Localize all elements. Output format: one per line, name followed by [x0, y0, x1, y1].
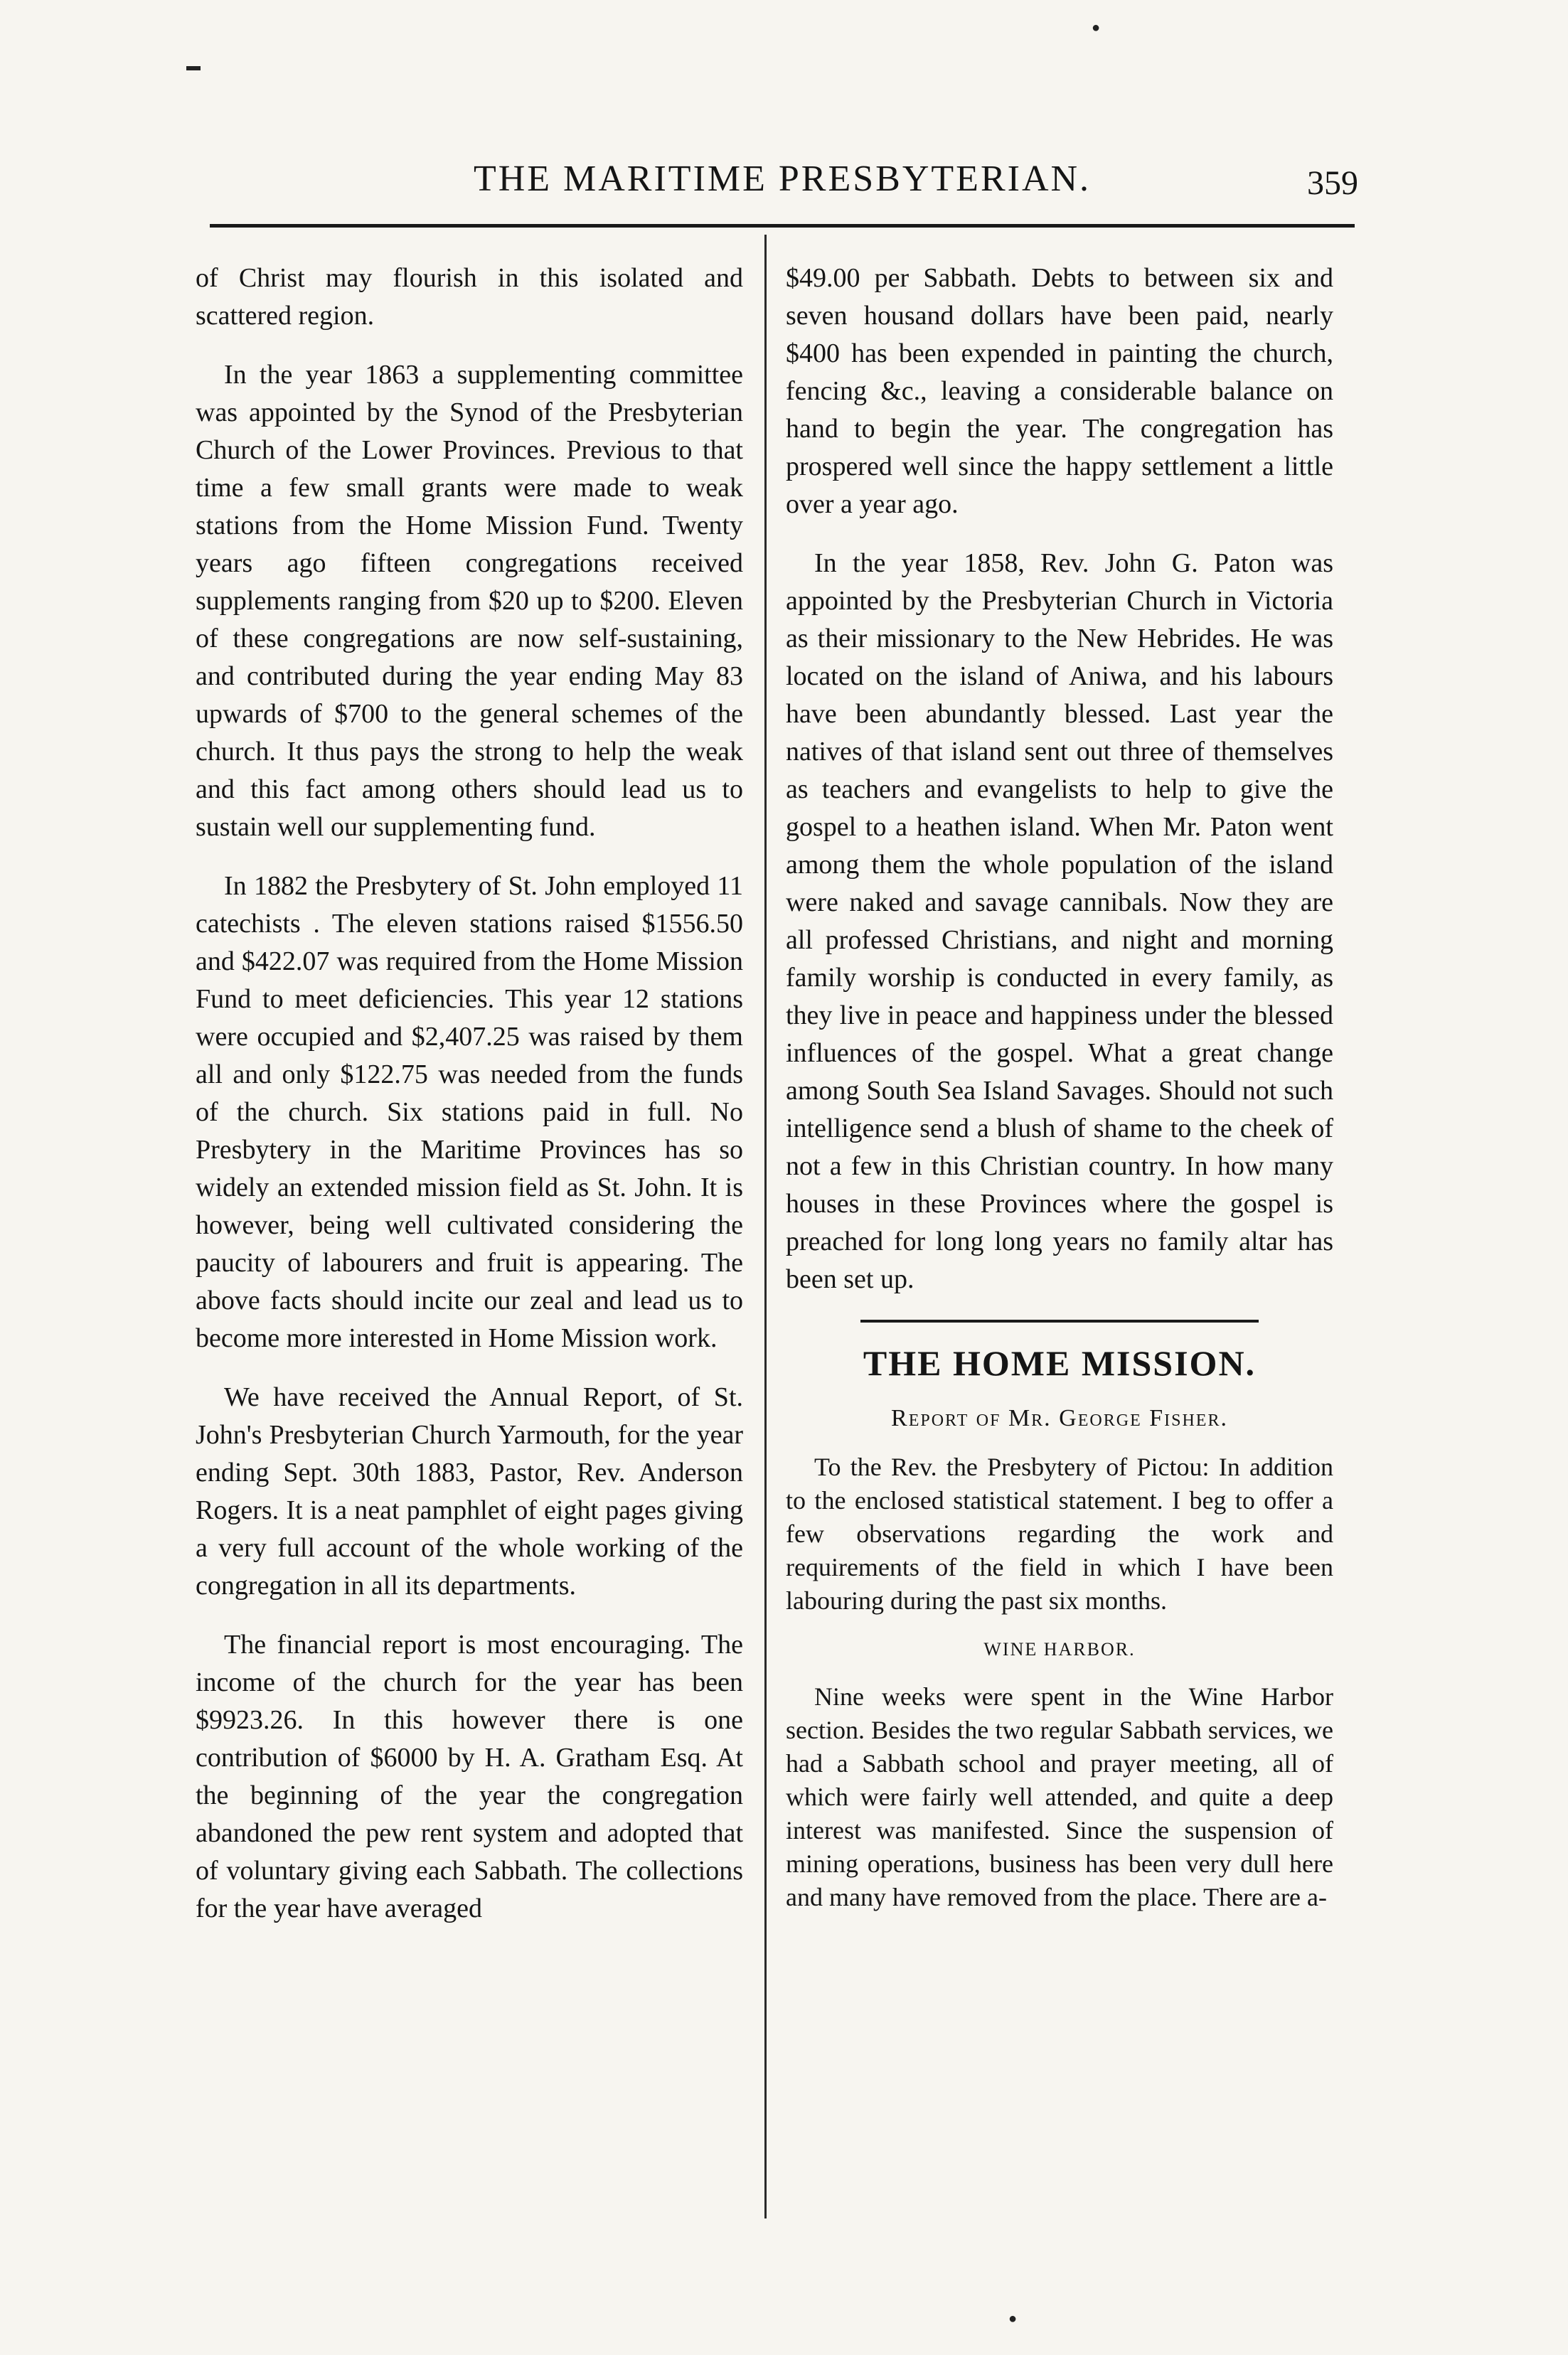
paragraph: In 1882 the Presbytery of St. John employed 11 catechists . The eleven stations raised $1556.50 and $422.07 was required from the Home Mission Fund to meet deficiencies. This year 12 stations were occupied and $2,407.25 was raised by them all and only $122.75 was needed from the funds of the church. Six stations paid in full. No Presbytery in the Maritime Provinces has so widely an extended mission field as St. John. It is however, being well cultivated considering the paucity of labourers and fruit is appearing. The above facts should incite our zeal and lead us to become more interested in Home Mission work.: [196, 871, 743, 1353]
sub-heading: WINE HARBOR.: [983, 1639, 1136, 1660]
left-column: [196, 260, 743, 1949]
section-title: THE HOME MISSION.: [863, 1343, 1257, 1383]
publication-title: THE MARITIME PRESBYTERIAN.: [473, 159, 1092, 199]
right-column: [786, 260, 1333, 1935]
column-divider: [764, 235, 767, 2218]
report-heading: Report of Mr. George Fisher.: [891, 1405, 1228, 1431]
paragraph: In the year 1863 a supplementing committee was appointed by the Synod of the Presbyterian Church of the Lower Provinces. Previous to that time a few small grants were made to weak stations from the Home Mission Fund. Twenty years ago fifteen congregations received supplements ranging from $20 up to $200. Eleven of these congregations are now self-sustaining, and contributed during the year ending May 83 upwards of $700 to the general schemes of the church. It thus pays the strong to help the weak and this fact among others should lead us to sustain well our supplementing fund.: [196, 360, 743, 842]
print-speck-bottom: ●: [1008, 2311, 1018, 2327]
report-intro: To the Rev. the Presbytery of Pictou: In addition to the enclosed statistical statement. I beg to offer a few observations regarding the work and requirements of the field in which I have been labouring during the past six months.: [786, 1453, 1333, 1615]
paragraph: of Christ may flourish in this isolated and scattered region.: [196, 263, 743, 331]
print-speck-top: ●: [1092, 20, 1101, 36]
section-rule: [860, 1320, 1259, 1323]
paragraph: We have received the Annual Report, of St. John's Presbyterian Church Yarmouth, for the year ending Sept. 30th 1883, Pastor, Rev. Anderson Rogers. It is a neat pamphlet of eight pages giving a very full account of the whole working of the congregation in all its departments.: [196, 1382, 743, 1601]
paragraph: The financial report is most encouraging. The income of the church for the year has been $9923.26. In this however there is one contribution of $6000 by H. A. Gratham Esq. At the beginning of the year the congregation abandoned the pew rent system and adopted that of voluntary giving each Sabbath. The collections for the year have averaged: [196, 1630, 743, 1923]
report-body: Nine weeks were spent in the Wine Harbor section. Besides the two regular Sabbath services, we had a Sabbath school and prayer meeting, all of which were fairly well attended, and quite a deep interest was manifested. Since the suspension of mining operations, business has been very dull here and many have removed from the place. There are a-: [786, 1682, 1333, 1911]
page-number: 359: [1307, 164, 1358, 202]
paragraph: In the year 1858, Rev. John G. Paton was appointed by the Presbyterian Church in Victoria as their missionary to the New Hebrides. He was located on the island of Aniwa, and his labours have been abundantly blessed. Last year the natives of that island sent out three of themselves as teachers and evangelists to help to give the gospel to a heathen island. When Mr. Paton went among them the whole population of the island were naked and savage cannibals. Now they are all professed Christians, and night and morning family worship is conducted in every family, as they live in peace and happiness under the blessed influences of the gospel. What a great change among South Sea Island Savages. Should not such intelligence send a blush of shame to the cheek of not a few in this Christian country. In how many houses in these Provinces where the gospel is preached for long long years no family altar has been set up.: [786, 548, 1333, 1294]
page-header: [206, 158, 1358, 208]
paragraph: $49.00 per Sabbath. Debts to between six and seven housand dollars have been paid, nearly $400 has been expended in painting the church, fencing &c., leaving a considerable balance on hand to begin the year. The congregation has prospered well since the happy settlement a little over a year ago.: [786, 263, 1333, 519]
print-speck-left: ▬: [186, 58, 201, 74]
header-rule: [210, 224, 1355, 228]
